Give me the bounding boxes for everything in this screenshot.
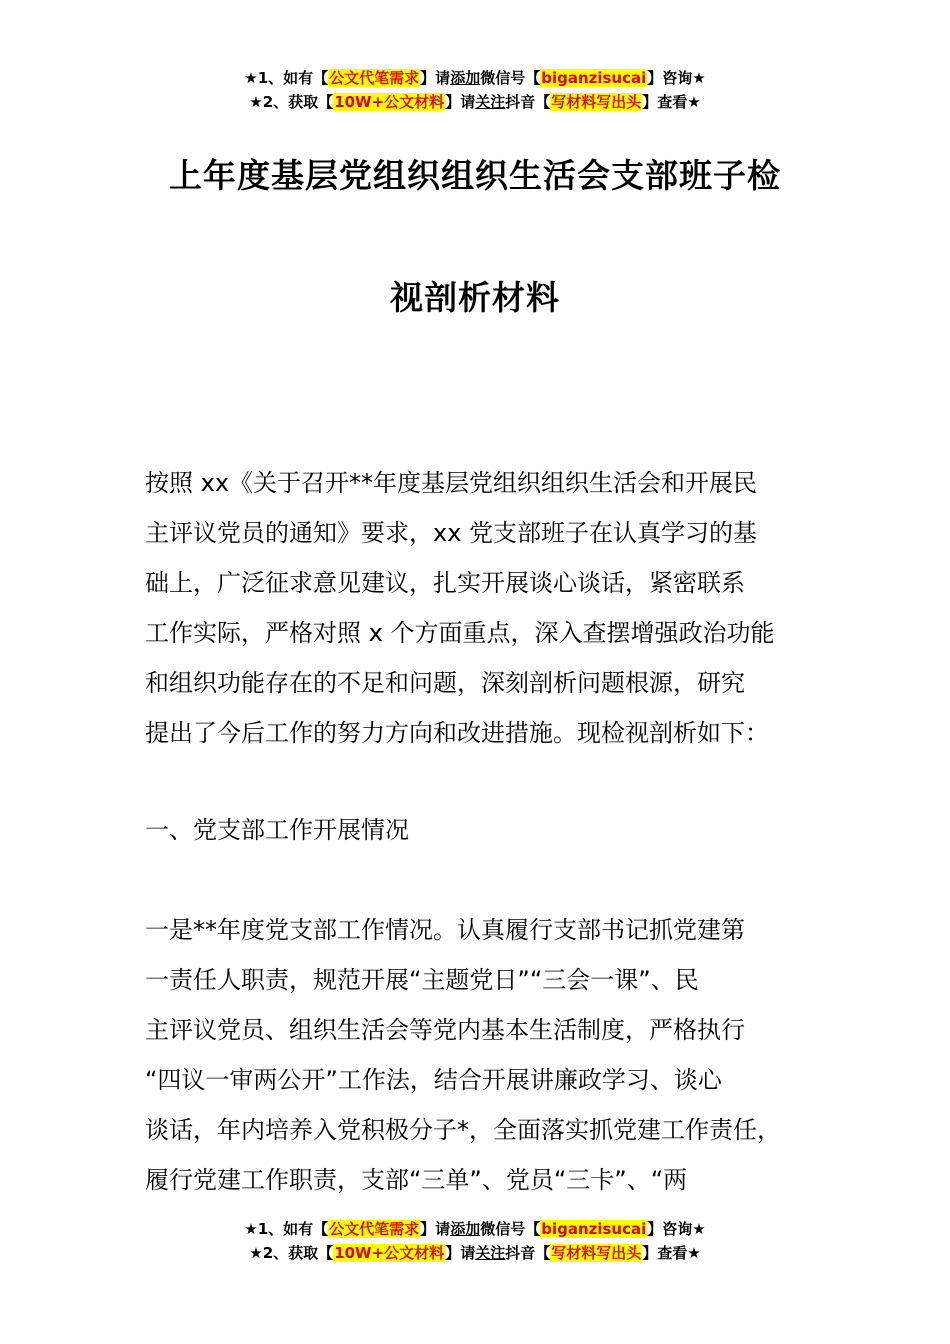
section-heading-text: 一、党支部工作开展情况: [145, 816, 409, 844]
text-line: 和组织功能存在的不足和问题，深刻剖析问题根源，研究: [145, 669, 745, 697]
banner-line-1: ★1、如有【公文代笔需求】请添加微信号【biganzisucai】咨询★: [244, 1220, 706, 1238]
text-line: 础上，广泛征求意见建议，扎实开展谈心谈话，紧密联系: [145, 569, 745, 597]
top-banner: [0, 66, 950, 114]
text-line: 履行党建工作职责，支部“三单”、党员“三卡”、“两: [145, 1166, 688, 1194]
text-line: 一责任人职责，规范开展“主题党日”“三会一课”、民: [145, 966, 699, 994]
document-title-line-2: 视剖析材料: [390, 278, 560, 317]
banner-line-2: ★2、获取【10W+公文材料】请关注抖音【写材料写出头】查看★: [249, 1244, 701, 1262]
banner-highlight: 公文代笔需求: [329, 1220, 420, 1238]
banner-line-1: ★1、如有【公文代笔需求】请添加微信号【biganzisucai】咨询★: [244, 69, 706, 87]
banner-wechat-id: biganzisucai: [541, 1220, 647, 1238]
text-line: 提出了今后工作的努力方向和改进措施。现检视剖析如下：: [145, 719, 769, 747]
banner-douyin-id: 写材料写出头: [551, 1244, 642, 1262]
paragraph-intro: [145, 458, 835, 758]
banner-wechat-id: biganzisucai: [541, 69, 647, 87]
banner-highlight: 10W+公文材料: [334, 1244, 445, 1262]
text-line: 按照 xx《关于召开**年度基层党组织组织生活会和开展民: [145, 469, 758, 497]
banner-highlight: 公文代笔需求: [329, 69, 420, 87]
text-line: 一是**年度党支部工作情况。认真履行支部书记抓党建第: [145, 916, 745, 944]
text-line: 主评议党员、组织生活会等党内基本生活制度，严格执行: [145, 1016, 745, 1044]
section-heading: [145, 805, 835, 855]
text-line: “四议一审两公开”工作法，结合开展讲廉政学习、谈心: [145, 1066, 722, 1094]
banner-highlight: 10W+公文材料: [334, 93, 445, 111]
bottom-banner: [0, 1217, 950, 1265]
document-title-line-1: 上年度基层党组织组织生活会支部班子检: [169, 156, 781, 195]
banner-line-2: ★2、获取【10W+公文材料】请关注抖音【写材料写出头】查看★: [249, 93, 701, 111]
text-line: 工作实际，严格对照 x 个方面重点，深入查摆增强政治功能: [145, 619, 775, 647]
text-line: 主评议党员的通知》要求，xx 党支部班子在认真学习的基: [145, 519, 758, 547]
paragraph-section-1: [145, 905, 835, 1205]
banner-douyin-id: 写材料写出头: [551, 93, 642, 111]
text-line: 谈话，年内培养入党积极分子*，全面落实抓党建工作责任，: [145, 1116, 781, 1144]
